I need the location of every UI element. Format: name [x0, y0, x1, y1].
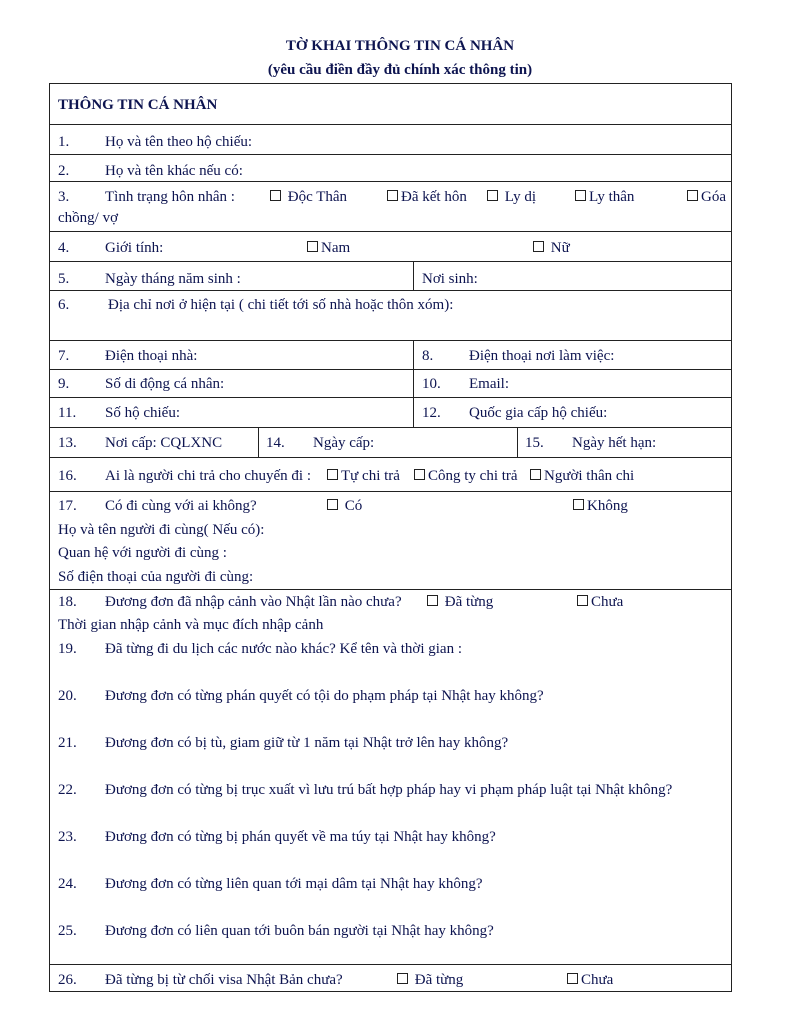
checkbox-icon[interactable]	[533, 241, 544, 252]
q11-label: Số hộ chiếu:	[105, 405, 180, 421]
divider	[50, 261, 731, 262]
divider	[50, 154, 731, 155]
q25-label: Đương đơn có liên quan tới buôn bán người tại Nhật hay không?	[105, 923, 494, 939]
personal-info-form	[49, 83, 732, 992]
q17-number: 17.	[58, 498, 77, 514]
q21-number: 21.	[58, 735, 77, 751]
q5-birthplace-label: Nơi sinh:	[422, 271, 478, 287]
q17-option-no[interactable]: Không	[573, 497, 628, 515]
q12-number: 12.	[422, 405, 441, 421]
q18-number: 18.	[58, 594, 77, 610]
q20-number: 20.	[58, 688, 77, 704]
checkbox-icon[interactable]	[573, 499, 584, 510]
q3-option-widowed-cont: chồng/ vợ	[58, 210, 119, 226]
divider	[50, 369, 731, 370]
q3-option-widowed[interactable]: Góa	[687, 188, 726, 206]
checkbox-icon[interactable]	[327, 469, 338, 480]
q16-label: Ai là người chi trả cho chuyến đi :	[105, 468, 312, 484]
q12-label: Quốc gia cấp hộ chiếu:	[469, 405, 608, 421]
q23-number: 23.	[58, 829, 77, 845]
divider	[50, 457, 731, 458]
q6-number: 6.	[58, 297, 70, 313]
checkbox-icon[interactable]	[397, 973, 408, 984]
divider	[413, 340, 414, 427]
q18-entry-purpose: Thời gian nhập cảnh và mục đích nhập cảnh	[58, 617, 324, 633]
divider	[50, 427, 731, 428]
q26-option-yes[interactable]: Đã từng	[397, 971, 463, 989]
q17-option-yes[interactable]: Có	[327, 497, 362, 515]
q20-label: Đương đơn có từng phán quyết có tội do phạm pháp tại Nhật hay không?	[105, 688, 544, 704]
divider	[50, 589, 731, 590]
q7-label: Điện thoại nhà:	[105, 348, 198, 364]
q16-number: 16.	[58, 468, 77, 484]
divider	[50, 340, 731, 341]
q5-label: Ngày tháng năm sinh :	[105, 271, 241, 287]
checkbox-icon[interactable]	[327, 499, 338, 510]
divider	[50, 491, 731, 492]
q23-label: Đương đơn có từng bị phán quyết về ma túy tại Nhật hay không?	[105, 829, 496, 845]
q1-label: Họ và tên theo hộ chiếu:	[105, 134, 253, 150]
divider	[50, 124, 731, 125]
q21-label: Đương đơn có bị tù, giam giữ từ 1 năm tại Nhật trở lên hay không?	[105, 735, 509, 751]
q19-label: Đã từng đi du lịch các nước nào khác? Kể tên và thời gian :	[105, 641, 463, 657]
q17-companion-name: Họ và tên người đi cùng( Nếu có):	[58, 522, 265, 538]
checkbox-icon[interactable]	[575, 190, 586, 201]
q24-number: 24.	[58, 876, 77, 892]
q19-number: 19.	[58, 641, 77, 657]
q11-number: 11.	[58, 405, 77, 421]
q7-number: 7.	[58, 348, 70, 364]
q26-number: 26.	[58, 972, 77, 988]
q22-label: Đương đơn có từng bị trục xuất vì lưu trú bất hợp pháp hay vi phạm pháp luật tại Nhật không?	[105, 782, 673, 798]
q14-number: 14.	[266, 435, 285, 451]
q24-label: Đương đơn có từng liên quan tới mại dâm tại Nhật hay không?	[105, 876, 483, 892]
q4-label: Giới tính:	[105, 240, 164, 256]
q3-option-married[interactable]: Đã kết hôn	[387, 188, 467, 206]
q3-option-single[interactable]: Độc Thân	[270, 188, 347, 206]
q25-number: 25.	[58, 923, 77, 939]
checkbox-icon[interactable]	[687, 190, 698, 201]
q16-option-self[interactable]: Tự chi trả	[327, 467, 400, 485]
q10-number: 10.	[422, 376, 441, 392]
divider	[50, 231, 731, 232]
divider	[50, 397, 731, 398]
q3-number: 3.	[58, 189, 70, 205]
q2-number: 2.	[58, 163, 70, 179]
checkbox-icon[interactable]	[487, 190, 498, 201]
q18-option-no[interactable]: Chưa	[577, 593, 623, 611]
q16-option-relative[interactable]: Người thân chi	[530, 467, 634, 485]
checkbox-icon[interactable]	[577, 595, 588, 606]
q17-companion-phone: Số điện thoại của người đi cùng:	[58, 569, 254, 585]
q14-label: Ngày cấp:	[313, 435, 375, 451]
q5-number: 5.	[58, 271, 70, 287]
q13-label: Nơi cấp: CQLXNC	[105, 435, 223, 451]
checkbox-icon[interactable]	[530, 469, 541, 480]
q13-number: 13.	[58, 435, 77, 451]
divider	[50, 181, 731, 182]
q4-number: 4.	[58, 240, 70, 256]
q8-label: Điện thoại nơi làm việc:	[469, 348, 615, 364]
divider	[413, 261, 414, 290]
q26-option-no[interactable]: Chưa	[567, 971, 613, 989]
divider	[50, 964, 731, 965]
form-subtitle: (yêu cầu điền đầy đủ chính xác thông tin)	[267, 62, 533, 78]
q4-option-male[interactable]: Nam	[307, 239, 350, 257]
q17-companion-relation: Quan hệ với người đi cùng :	[58, 545, 227, 561]
q22-number: 22.	[58, 782, 77, 798]
checkbox-icon[interactable]	[270, 190, 281, 201]
q18-label: Đương đơn đã nhập cảnh vào Nhật lần nào chưa?	[105, 594, 402, 610]
checkbox-icon[interactable]	[307, 241, 318, 252]
checkbox-icon[interactable]	[387, 190, 398, 201]
checkbox-icon[interactable]	[414, 469, 425, 480]
divider	[517, 427, 518, 457]
q10-label: Email:	[469, 376, 509, 392]
q1-number: 1.	[58, 134, 70, 150]
q2-label: Họ và tên khác nếu có:	[105, 163, 243, 179]
q17-label: Có đi cùng với ai không?	[105, 498, 257, 514]
q3-option-divorced[interactable]: Ly dị	[487, 188, 536, 206]
divider	[50, 290, 731, 291]
q9-label: Số di động cá nhân:	[105, 376, 225, 392]
q9-number: 9.	[58, 376, 70, 392]
checkbox-icon[interactable]	[567, 973, 578, 984]
q18-option-yes[interactable]: Đã từng	[427, 593, 493, 611]
q15-number: 15.	[525, 435, 544, 451]
q16-option-company[interactable]: Công ty chi trả	[414, 467, 518, 485]
q26-label: Đã từng bị từ chối visa Nhật Bản chưa?	[105, 972, 343, 988]
form-title: TỜ KHAI THÔNG TIN CÁ NHÂN	[285, 38, 515, 54]
divider	[258, 427, 259, 457]
checkbox-icon[interactable]	[427, 595, 438, 606]
q3-label: Tình trạng hôn nhân :	[105, 189, 235, 205]
q6-label: Địa chỉ nơi ở hiện tại ( chi tiết tới số nhà hoặc thôn xóm):	[108, 297, 454, 313]
q8-number: 8.	[422, 348, 434, 364]
q3-option-separated[interactable]: Ly thân	[575, 188, 634, 206]
section-header: THÔNG TIN CÁ NHÂN	[58, 97, 218, 113]
q4-option-female[interactable]: Nữ	[533, 239, 570, 257]
q15-label: Ngày hết hạn:	[572, 435, 657, 451]
